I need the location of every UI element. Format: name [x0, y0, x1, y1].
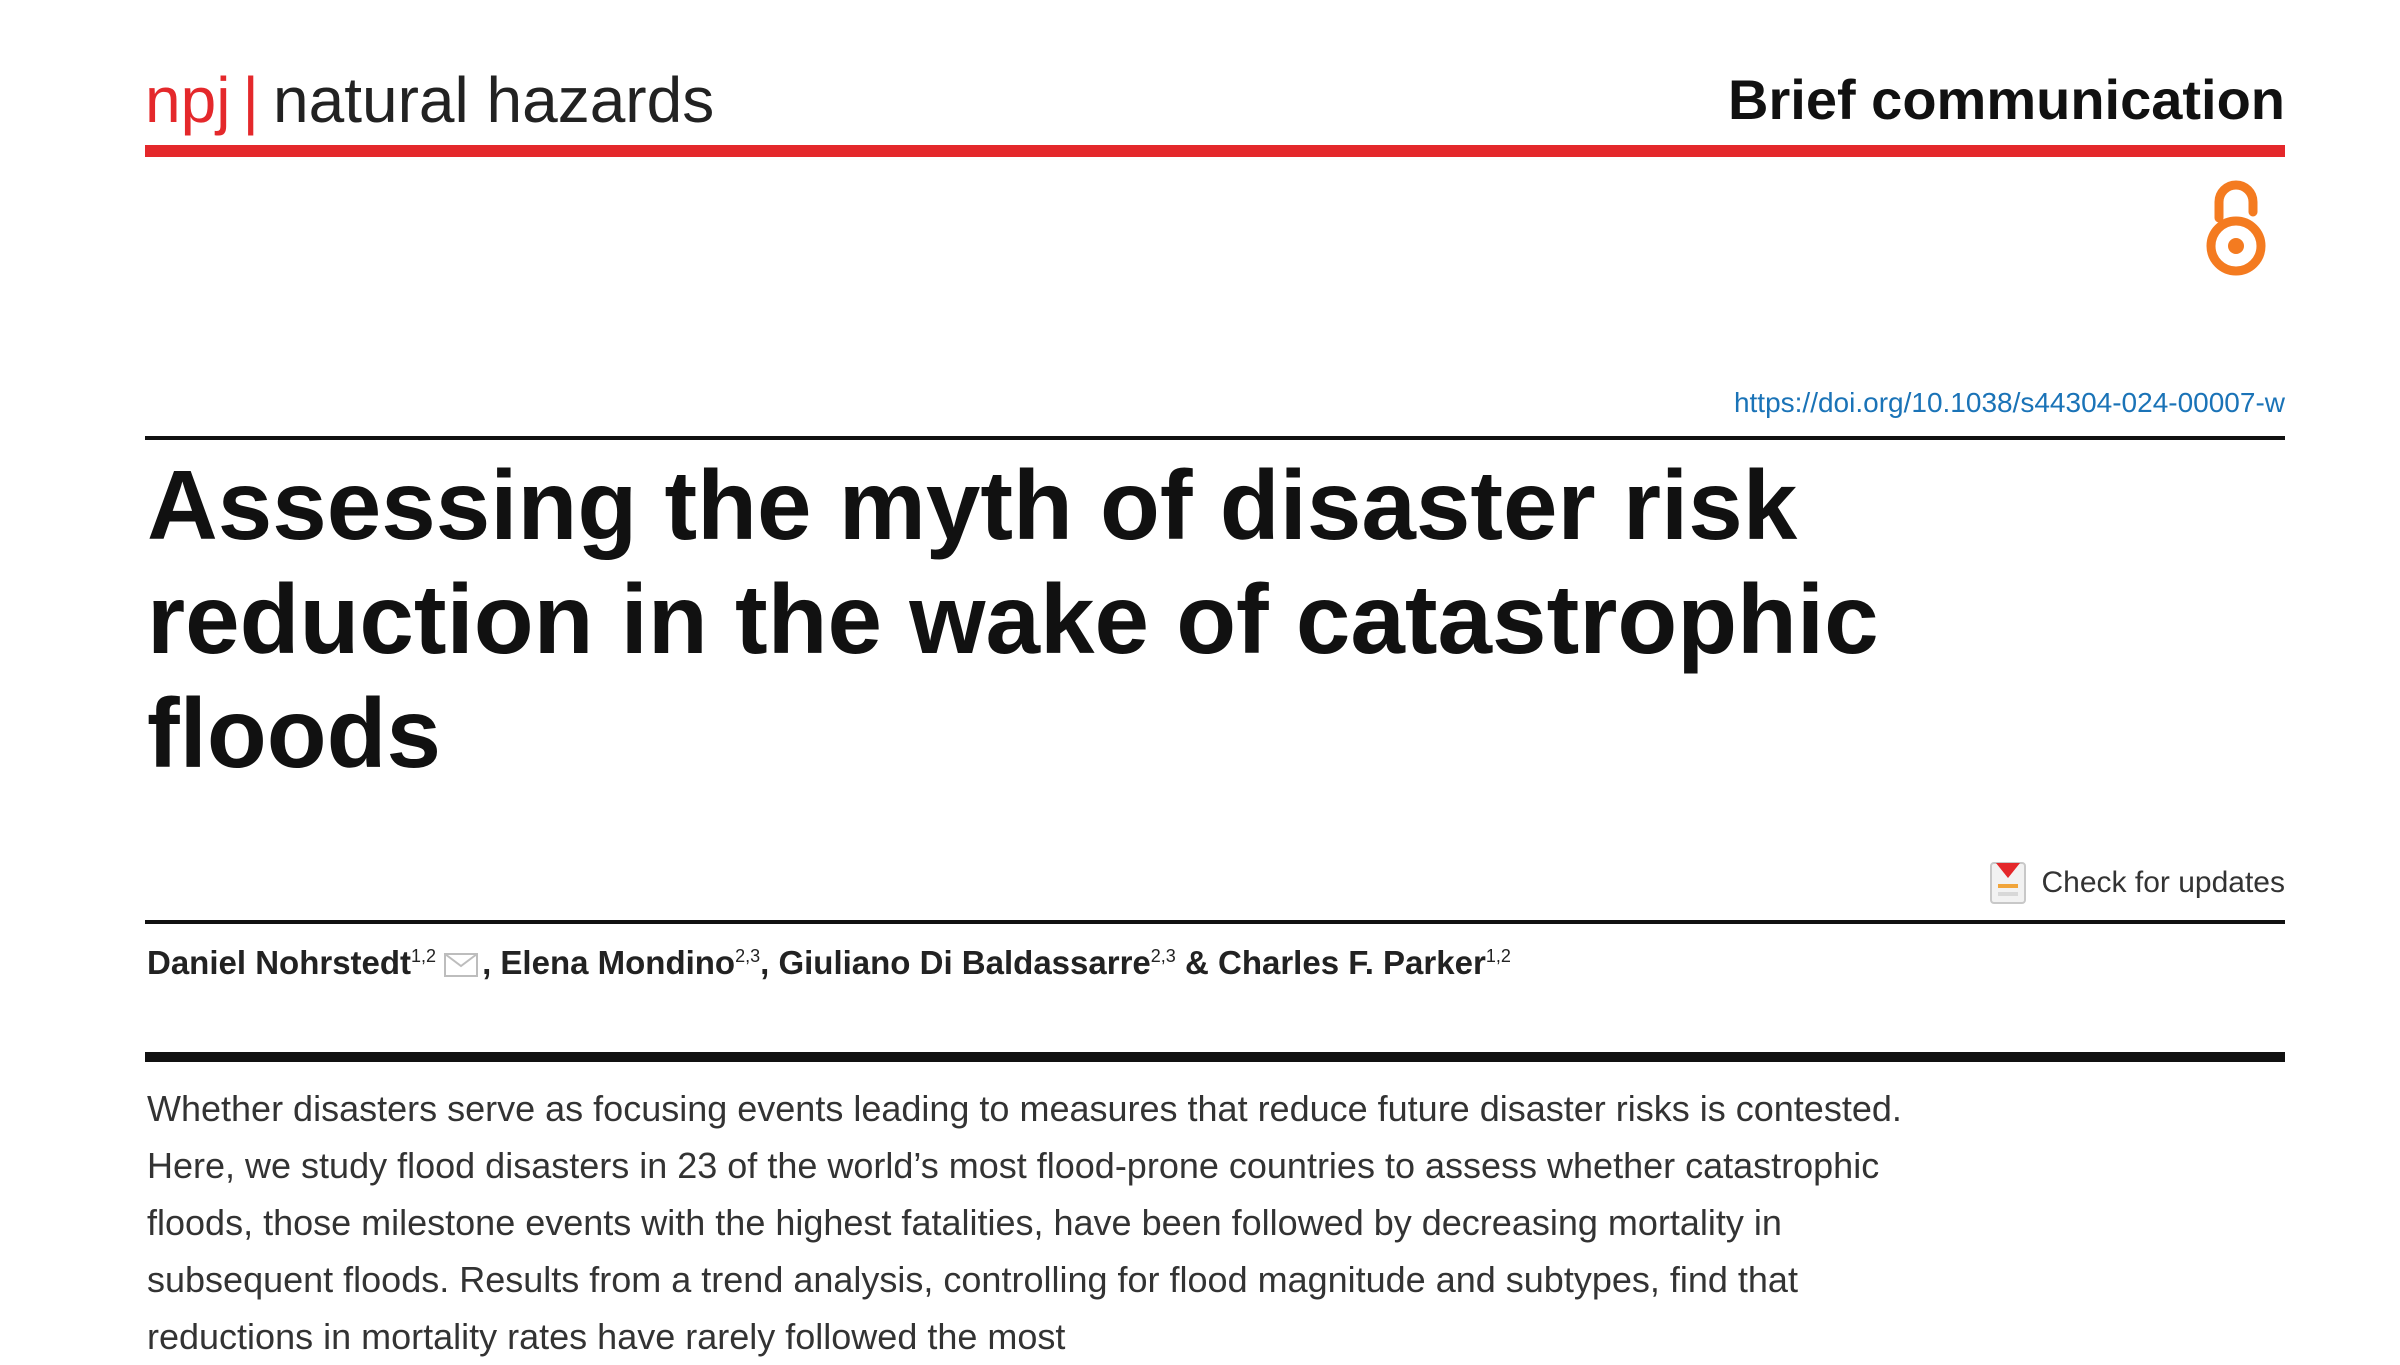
- author-affiliation: 2,3: [735, 946, 761, 966]
- check-for-updates-label: Check for updates: [2041, 866, 2285, 899]
- authors-top-rule: [145, 920, 2285, 924]
- author-list: [147, 934, 1511, 985]
- author-affiliation: 1,2: [411, 946, 437, 966]
- journal-name: natural hazards: [273, 64, 715, 136]
- header-divider: [145, 145, 2285, 157]
- article-page: [145, 0, 2285, 1357]
- author-name[interactable]: Giuliano Di Baldassarre: [778, 944, 1151, 981]
- journal-prefix: npj: [145, 64, 231, 136]
- journal-separator: |: [242, 64, 260, 136]
- author-separator: &: [1175, 944, 1218, 981]
- author-separator: ,: [760, 944, 779, 981]
- open-access-icon[interactable]: [2201, 172, 2271, 282]
- article-title: Assessing the myth of disaster risk reduction in the wake of catastrophic floods: [147, 450, 1879, 788]
- author-name[interactable]: Elena Mondino: [500, 944, 736, 981]
- journal-logo[interactable]: [145, 58, 714, 142]
- author-affiliation: 2,3: [1150, 946, 1176, 966]
- title-top-rule: [145, 436, 2285, 440]
- author-name[interactable]: Daniel Nohrstedt: [147, 944, 412, 981]
- check-for-updates-button[interactable]: [1988, 858, 2285, 908]
- email-icon[interactable]: [444, 953, 478, 977]
- author-separator: ,: [482, 944, 501, 981]
- abstract-text: Whether disasters serve as focusing events leading to measures that reduce future disaster risks is contested. Here, we study flood disasters in 23 of the world’s most flood-prone countries to assess whether catastrophic floods, those milestone events with the highest fatalities, have been followed by decreasing mortality in subsequent floods. Results from a trend analysis, controlling for flood magnitude and subtypes, find that reductions in mortality rates have rarely followed the most: [147, 1088, 1902, 1357]
- article-type-label: Brief communication: [1728, 68, 2285, 131]
- doi-link[interactable]: https://doi.org/10.1038/s44304-024-00007-w: [1733, 387, 2285, 418]
- author-name[interactable]: Charles F. Parker: [1217, 944, 1486, 981]
- journal-header: [145, 58, 2285, 150]
- author-affiliation: 1,2: [1485, 946, 1511, 966]
- abstract-top-rule: [145, 1052, 2285, 1062]
- check-updates-icon: [1988, 860, 2028, 906]
